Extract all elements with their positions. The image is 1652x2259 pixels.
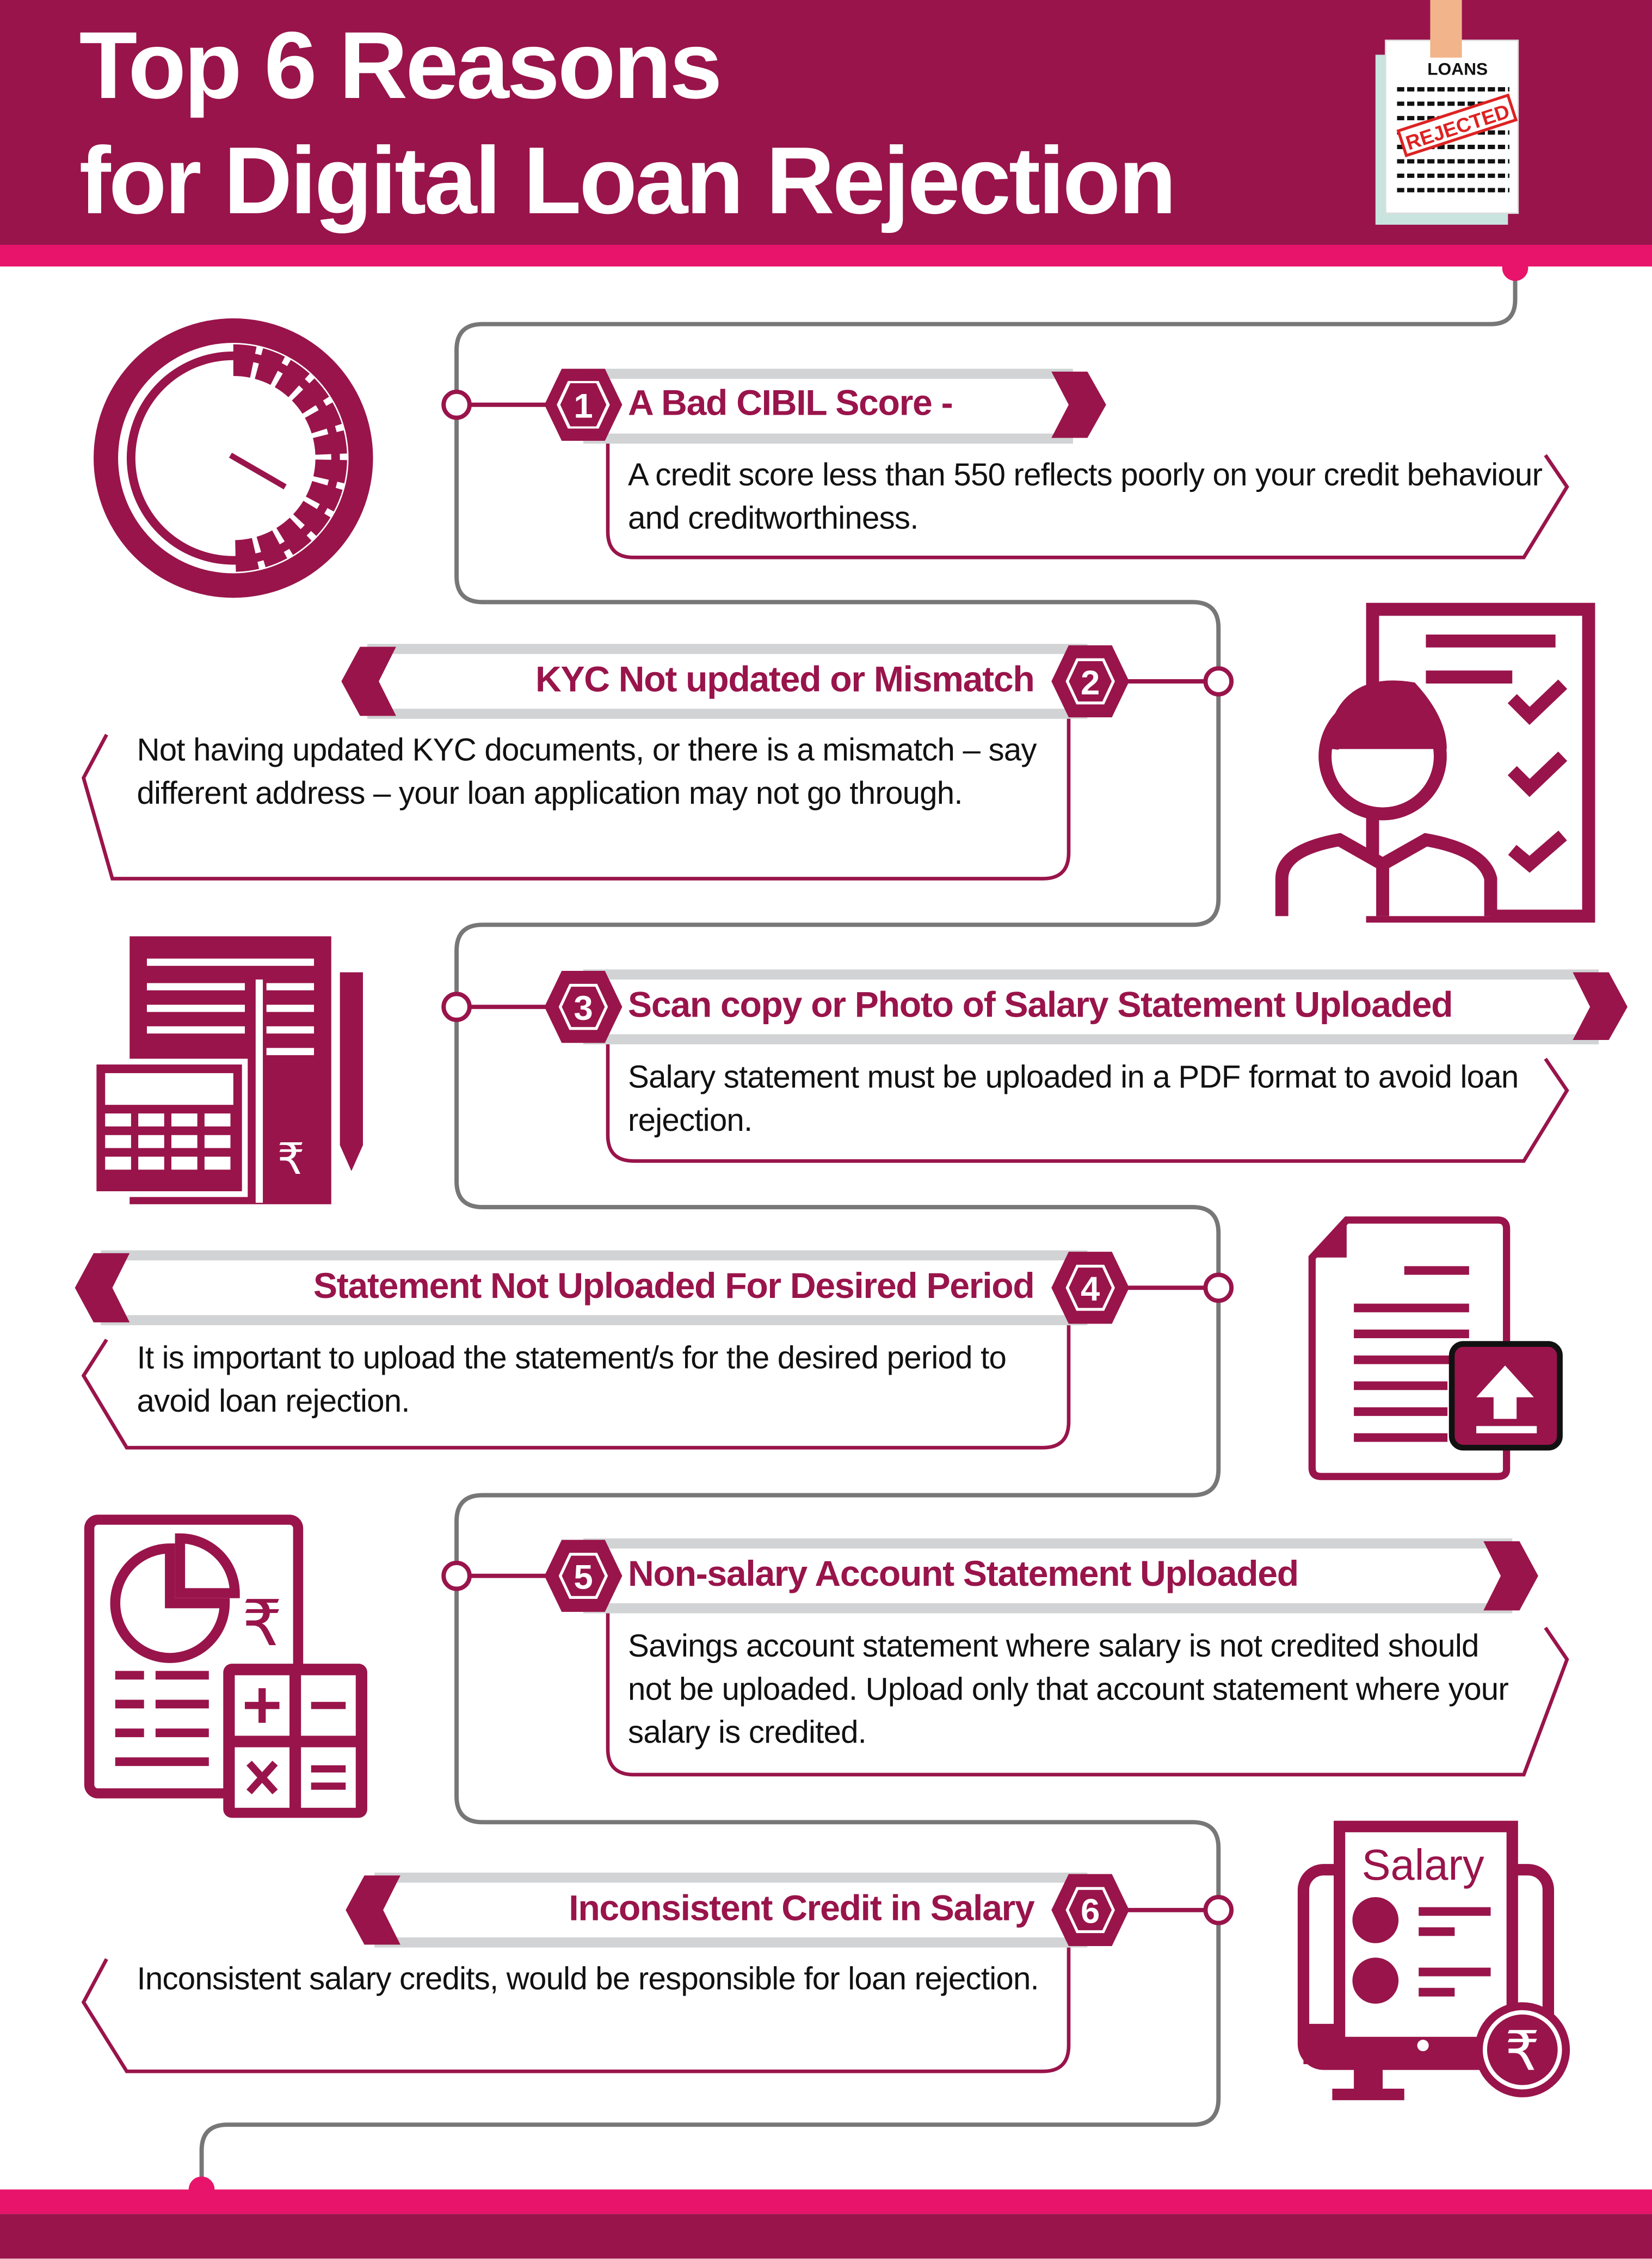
kyc-person-checklist-icon: [1282, 610, 1589, 916]
number-badge-1: 1: [574, 386, 593, 426]
pie-chart-calculator-icon: [89, 1519, 367, 1818]
document-upload-icon: [1312, 1220, 1559, 1476]
pen-icon: [340, 972, 363, 1171]
section-1-text: A credit score less than 550 reflects poorly on your credit behaviour and creditworthiness.: [628, 457, 1543, 536]
section-4-text: It is important to upload the statement/s for the desired period to avoid loan rejection.: [137, 1339, 1007, 1419]
section-5-text: Savings account statement where salary is not credited should not be uploaded. Upload only that account statement where your salary is credited.: [628, 1627, 1509, 1750]
loans-label: LOANS: [1427, 59, 1488, 79]
section-3-title: Scan copy or Photo of Salary Statement Uploaded: [628, 985, 1453, 1026]
section-3-text: Salary statement must be uploaded in a PDF format to avoid loan rejection.: [628, 1058, 1519, 1138]
connector-end-dot: [189, 2176, 215, 2202]
salary-monitor-icon: [1303, 1826, 1570, 2100]
section-5-title: Non-salary Account Statement Uploaded: [628, 1554, 1298, 1595]
connector-start-dot: [1502, 255, 1528, 281]
speedometer-icon: [94, 318, 373, 598]
section-2-title: KYC Not updated or Mismatch: [535, 660, 1034, 700]
section-6-title: Inconsistent Credit in Salary: [569, 1888, 1034, 1929]
page-title-line2: for Digital Loan Rejection: [79, 126, 1175, 233]
number-badge-6: 6: [1081, 1892, 1100, 1931]
hand-icon: [1430, 0, 1462, 58]
svg-text:₹: ₹: [242, 1587, 282, 1659]
number-badge-2: 2: [1081, 663, 1100, 702]
rejected-loan-document-icon: [1376, 0, 1518, 225]
number-badge-4: 4: [1081, 1270, 1100, 1309]
salary-label: Salary: [1361, 1841, 1484, 1889]
rupee-symbol: ₹: [277, 1135, 305, 1184]
section-6-text: Inconsistent salary credits, would be responsible for loan rejection.: [137, 1960, 1039, 1997]
number-badge-3: 3: [574, 989, 593, 1028]
section-1-title: A Bad CIBIL Score -: [628, 383, 953, 424]
section-2-text: Not having updated KYC documents, or there is a mismatch – say different address – your loan application may not go through.: [137, 731, 1037, 811]
number-badge-5: 5: [574, 1558, 593, 1597]
rupee-coin: ₹: [1505, 2021, 1540, 2082]
section-4-title: Statement Not Uploaded For Desired Period: [313, 1266, 1034, 1307]
rejected-stamp: REJECTED: [1403, 99, 1513, 155]
page-title-line1: Top 6 Reasons: [79, 11, 720, 119]
calculator-statement-icon: [94, 936, 363, 1204]
